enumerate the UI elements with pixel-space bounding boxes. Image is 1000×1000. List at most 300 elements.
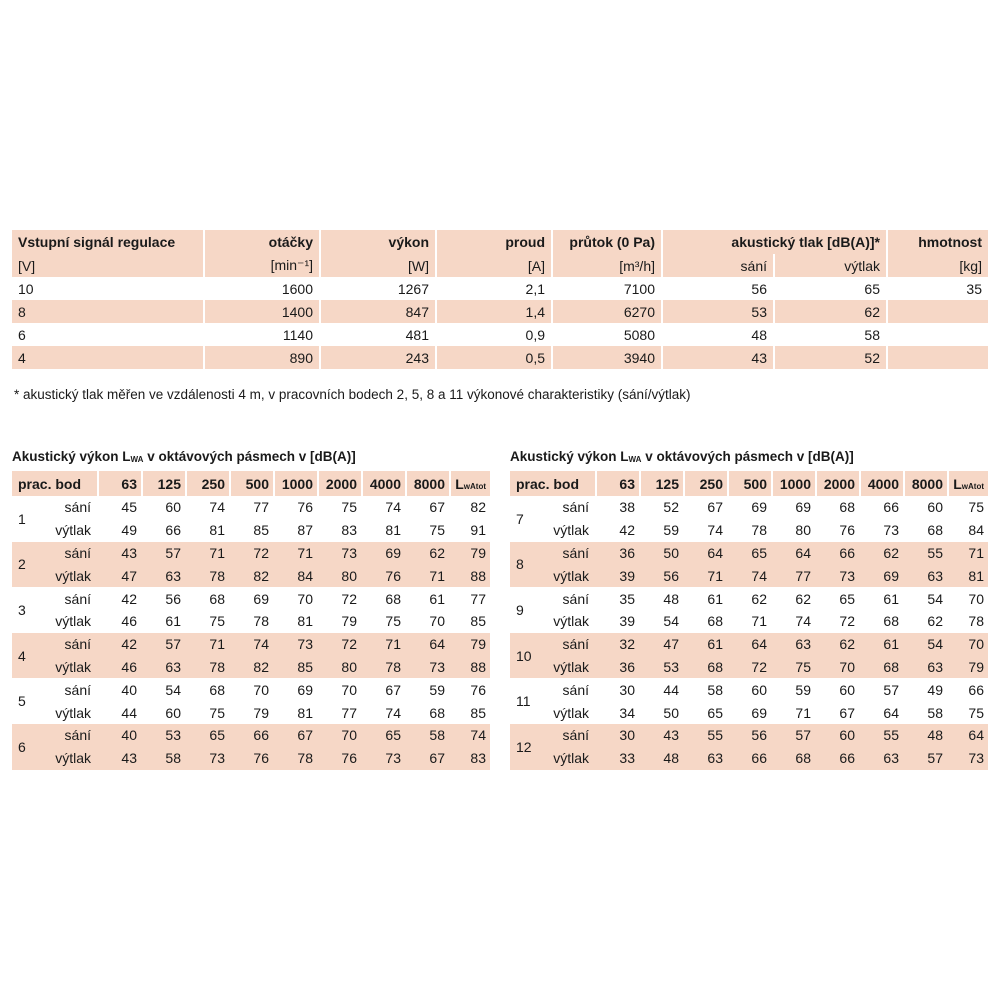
sound-value: 64	[429, 636, 445, 653]
cell-signal: 8	[12, 300, 205, 323]
work-point-number: 3	[18, 601, 26, 618]
sound-value: 32	[619, 636, 635, 653]
sound-value: 73	[883, 522, 899, 539]
sound-value: 64	[795, 544, 811, 561]
label-intake: sání	[64, 544, 91, 561]
sound-value: 55	[707, 727, 723, 744]
sound-value: 74	[751, 567, 767, 584]
table-row	[12, 300, 988, 323]
sound-value: 82	[470, 499, 486, 516]
sound-value: 84	[297, 567, 313, 584]
cell-otacky: 1600	[205, 277, 321, 300]
sound-value: 75	[795, 658, 811, 675]
sound-value: 40	[121, 727, 137, 744]
acoustic-row	[12, 724, 490, 747]
sound-value: 73	[385, 750, 401, 767]
sound-value: 43	[121, 750, 137, 767]
cell-vytlak: 62	[775, 300, 888, 323]
sound-value: 74	[209, 499, 225, 516]
sound-value: 63	[707, 750, 723, 767]
sound-value: 47	[663, 636, 679, 653]
sound-value: 65	[839, 590, 855, 607]
cell-sani: 56	[663, 277, 775, 300]
work-point-number: 10	[516, 647, 532, 664]
sound-value: 77	[795, 567, 811, 584]
acoustic-row	[12, 656, 490, 679]
cell-hmotnost	[888, 346, 988, 369]
sound-value: 55	[927, 544, 943, 561]
label-intake: sání	[562, 681, 589, 698]
sound-value: 54	[663, 613, 679, 630]
sound-value: 50	[663, 544, 679, 561]
sound-value: 47	[121, 567, 137, 584]
sound-value: 73	[429, 658, 445, 675]
sound-value: 72	[341, 636, 357, 653]
sound-value: 66	[751, 750, 767, 767]
sound-value: 68	[385, 590, 401, 607]
sound-value: 75	[968, 499, 984, 516]
label-intake: sání	[64, 499, 91, 516]
sound-value: 56	[165, 590, 181, 607]
table-row	[12, 346, 988, 369]
acoustic-row	[510, 587, 988, 610]
acoustic-table-left	[12, 471, 490, 770]
sound-value: 78	[751, 522, 767, 539]
sound-value: 67	[707, 499, 723, 516]
sound-value: 70	[253, 681, 269, 698]
sound-value: 57	[795, 727, 811, 744]
sound-value: 85	[297, 658, 313, 675]
label-intake: sání	[64, 727, 91, 744]
sound-value: 44	[663, 681, 679, 698]
unit-intake: sání	[663, 254, 775, 277]
acoustic-row	[12, 496, 490, 519]
sound-value: 42	[121, 590, 137, 607]
sound-value: 70	[968, 590, 984, 607]
sound-value: 48	[927, 727, 943, 744]
sound-value: 70	[429, 613, 445, 630]
header-speed: otáčky	[205, 230, 321, 254]
sound-value: 54	[165, 681, 181, 698]
sound-value: 59	[429, 681, 445, 698]
label-intake: sání	[562, 590, 589, 607]
work-point-number: 11	[516, 693, 531, 710]
sound-value: 48	[663, 750, 679, 767]
acoustic-row	[510, 542, 988, 565]
sound-value: 79	[253, 704, 269, 721]
cell-hmotnost: 35	[966, 280, 982, 297]
sound-value: 81	[297, 704, 313, 721]
header-band: 1000	[771, 471, 815, 496]
label-intake: sání	[64, 636, 91, 653]
table-row	[12, 323, 988, 346]
sound-value: 61	[165, 613, 181, 630]
sound-value: 68	[429, 704, 445, 721]
sound-value: 65	[751, 544, 767, 561]
cell-otacky: 1400	[205, 300, 321, 323]
sound-value: 76	[297, 499, 313, 516]
sound-value: 60	[165, 499, 181, 516]
sound-value: 71	[385, 636, 401, 653]
sound-value: 35	[619, 590, 635, 607]
header-band: 4000	[361, 471, 405, 496]
work-point-number: 12	[516, 738, 532, 755]
cell-vykon: 1267	[321, 277, 437, 300]
label-exhaust: výtlak	[55, 658, 91, 675]
acoustic-row	[510, 496, 988, 519]
sound-value: 78	[209, 658, 225, 675]
sound-value: 54	[927, 636, 943, 653]
sound-value: 71	[968, 544, 984, 561]
cell-sani: 48	[663, 323, 775, 346]
acoustic-header-row	[12, 471, 490, 496]
sound-value: 69	[297, 681, 313, 698]
sound-value: 49	[121, 522, 137, 539]
cell-vykon: 243	[321, 346, 437, 369]
sound-value: 66	[165, 522, 181, 539]
acoustic-row	[12, 564, 490, 587]
sound-value: 78	[209, 567, 225, 584]
sound-value: 73	[839, 567, 855, 584]
unit-flow: [m³/h]	[553, 254, 663, 277]
label-intake: sání	[562, 499, 589, 516]
header-total: LwAtot	[449, 471, 490, 496]
sound-value: 58	[429, 727, 445, 744]
sound-value: 36	[619, 544, 635, 561]
sound-value: 75	[429, 522, 445, 539]
header-band: 2000	[815, 471, 859, 496]
sound-value: 62	[839, 636, 855, 653]
sound-value: 38	[619, 499, 635, 516]
header-sound-pressure: akustický tlak [dB(A)]*	[663, 230, 888, 254]
unit-speed: [min⁻¹]	[205, 254, 321, 277]
sound-value: 75	[209, 613, 225, 630]
sound-value: 63	[883, 750, 899, 767]
sound-value: 59	[663, 522, 679, 539]
sound-value: 73	[968, 750, 984, 767]
sound-value: 66	[839, 750, 855, 767]
header-current: proud	[437, 230, 553, 254]
sound-value: 49	[927, 681, 943, 698]
sound-value: 52	[663, 499, 679, 516]
cell-proud: 1,4	[437, 300, 553, 323]
sound-value: 42	[121, 636, 137, 653]
cell-otacky: 890	[205, 346, 321, 369]
sound-value: 43	[121, 544, 137, 561]
sound-value: 66	[253, 727, 269, 744]
sound-value: 71	[707, 567, 723, 584]
header-band: 500	[727, 471, 771, 496]
sound-value: 53	[663, 658, 679, 675]
header-band: 8000	[903, 471, 947, 496]
sound-value: 57	[165, 544, 181, 561]
sound-value: 55	[883, 727, 899, 744]
sound-value: 69	[385, 544, 401, 561]
header-band: 125	[639, 471, 683, 496]
label-exhaust: výtlak	[55, 613, 91, 630]
sound-value: 77	[341, 704, 357, 721]
acoustic-table-right	[510, 471, 988, 770]
sound-value: 39	[619, 613, 635, 630]
sound-value: 85	[470, 613, 486, 630]
acoustic-row	[12, 701, 490, 724]
unit-weight: [kg]	[959, 257, 982, 274]
work-point-number: 7	[516, 510, 524, 527]
sound-value: 61	[707, 590, 723, 607]
sound-value: 76	[253, 750, 269, 767]
sound-value: 88	[470, 658, 486, 675]
sound-value: 66	[968, 681, 984, 698]
acoustic-row	[12, 633, 490, 656]
sound-value: 30	[619, 681, 635, 698]
cell-proud: 0,5	[437, 346, 553, 369]
sound-value: 59	[795, 681, 811, 698]
acoustic-title-left: Akustický výkon LWA v oktávových pásmech v [dB(A)]	[12, 449, 356, 464]
header-band: 8000	[405, 471, 449, 496]
sound-value: 36	[619, 658, 635, 675]
sound-value: 60	[927, 499, 943, 516]
cell-vykon: 847	[321, 300, 437, 323]
sound-value: 60	[839, 681, 855, 698]
sound-value: 56	[663, 567, 679, 584]
sound-value: 60	[165, 704, 181, 721]
acoustic-row	[510, 701, 988, 724]
header-band: 4000	[859, 471, 903, 496]
cell-signal: 4	[12, 346, 205, 369]
sound-value: 70	[341, 727, 357, 744]
sound-value: 75	[209, 704, 225, 721]
sound-value: 74	[253, 636, 269, 653]
header-band: 2000	[317, 471, 361, 496]
sound-value: 68	[209, 590, 225, 607]
sound-value: 68	[795, 750, 811, 767]
label-intake: sání	[64, 681, 91, 698]
sound-value: 74	[795, 613, 811, 630]
sound-value: 60	[839, 727, 855, 744]
work-point-number: 6	[18, 738, 26, 755]
header-band: 250	[683, 471, 727, 496]
sound-value: 73	[297, 636, 313, 653]
sound-value: 63	[795, 636, 811, 653]
sound-value: 71	[751, 613, 767, 630]
sound-value: 80	[341, 658, 357, 675]
header-band: 1000	[273, 471, 317, 496]
label-intake: sání	[562, 727, 589, 744]
acoustic-row	[510, 633, 988, 656]
unit-signal: [V]	[12, 254, 205, 277]
acoustic-row	[12, 542, 490, 565]
sound-value: 68	[707, 613, 723, 630]
acoustic-row	[12, 610, 490, 633]
acoustic-row	[12, 678, 490, 701]
cell-signal: 6	[12, 323, 205, 346]
sound-value: 34	[619, 704, 635, 721]
sound-value: 67	[839, 704, 855, 721]
sound-value: 70	[341, 681, 357, 698]
sound-value: 71	[209, 636, 225, 653]
sound-value: 50	[663, 704, 679, 721]
sound-value: 42	[619, 522, 635, 539]
work-point-number: 4	[18, 647, 26, 664]
header-signal: Vstupní signál regulace	[12, 230, 205, 254]
acoustic-row	[12, 519, 490, 542]
label-exhaust: výtlak	[553, 613, 589, 630]
sound-value: 46	[121, 658, 137, 675]
sound-value: 46	[121, 613, 137, 630]
sound-value: 66	[883, 499, 899, 516]
sound-value: 70	[968, 636, 984, 653]
header-weight: hmotnost	[918, 234, 982, 250]
sound-value: 71	[795, 704, 811, 721]
cell-prutok: 6270	[553, 300, 663, 323]
sound-value: 81	[968, 567, 984, 584]
work-point-number: 1	[18, 510, 26, 527]
sound-value: 79	[968, 658, 984, 675]
sound-value: 62	[927, 613, 943, 630]
sound-value: 75	[385, 613, 401, 630]
sound-value: 62	[795, 590, 811, 607]
sound-value: 72	[751, 658, 767, 675]
sound-value: 87	[297, 522, 313, 539]
sound-value: 78	[297, 750, 313, 767]
acoustic-title-right: Akustický výkon LWA v oktávových pásmech v [dB(A)]	[510, 449, 854, 464]
sound-value: 62	[429, 544, 445, 561]
header-band: 500	[229, 471, 273, 496]
sound-value: 83	[470, 750, 486, 767]
unit-power: [W]	[321, 254, 437, 277]
header-band: 63	[595, 471, 639, 496]
label-exhaust: výtlak	[553, 522, 589, 539]
header-band: 250	[185, 471, 229, 496]
label-exhaust: výtlak	[55, 704, 91, 721]
sound-value: 69	[795, 499, 811, 516]
sound-value: 58	[707, 681, 723, 698]
sound-value: 67	[297, 727, 313, 744]
sound-value: 45	[121, 499, 137, 516]
sound-value: 71	[297, 544, 313, 561]
header-flow: průtok (0 Pa)	[553, 230, 663, 254]
label-intake: sání	[64, 590, 91, 607]
sound-value: 62	[751, 590, 767, 607]
sound-value: 71	[209, 544, 225, 561]
sound-value: 74	[470, 727, 486, 744]
sound-value: 68	[839, 499, 855, 516]
sound-value: 73	[341, 544, 357, 561]
acoustic-row	[510, 747, 988, 770]
sound-value: 63	[927, 658, 943, 675]
cell-sani: 43	[663, 346, 775, 369]
sound-value: 69	[751, 704, 767, 721]
unit-current: [A]	[437, 254, 553, 277]
sound-value: 82	[253, 658, 269, 675]
label-exhaust: výtlak	[55, 522, 91, 539]
sound-value: 63	[165, 567, 181, 584]
acoustic-row	[510, 610, 988, 633]
sound-value: 79	[470, 636, 486, 653]
sound-value: 67	[429, 750, 445, 767]
sound-value: 58	[165, 750, 181, 767]
sound-value: 71	[429, 567, 445, 584]
sound-value: 75	[968, 704, 984, 721]
acoustic-row	[510, 656, 988, 679]
cell-hmotnost	[888, 323, 988, 346]
header-band: 125	[141, 471, 185, 496]
sound-value: 72	[839, 613, 855, 630]
sound-value: 57	[883, 681, 899, 698]
sound-value: 68	[883, 613, 899, 630]
header-total: LwAtot	[947, 471, 988, 496]
sound-value: 72	[253, 544, 269, 561]
work-point-number: 5	[18, 693, 26, 710]
fan-performance-table	[12, 230, 988, 369]
acoustic-row	[510, 678, 988, 701]
sound-value: 58	[927, 704, 943, 721]
footnote: * akustický tlak měřen ve vzdálenosti 4 m, v pracovních bodech 2, 5, 8 a 11 výkonové charakteristiky (sání/výtlak)	[14, 387, 691, 402]
sound-value: 91	[470, 522, 486, 539]
sound-value: 40	[121, 681, 137, 698]
acoustic-row	[12, 747, 490, 770]
sound-value: 68	[707, 658, 723, 675]
sound-value: 74	[385, 499, 401, 516]
sound-value: 64	[751, 636, 767, 653]
sound-value: 64	[707, 544, 723, 561]
sound-value: 74	[707, 522, 723, 539]
sound-value: 76	[341, 750, 357, 767]
sound-value: 73	[209, 750, 225, 767]
header-work-point: prac. bod	[516, 475, 580, 492]
sound-value: 70	[297, 590, 313, 607]
sound-value: 72	[341, 590, 357, 607]
sound-value: 53	[165, 727, 181, 744]
header-power: výkon	[321, 230, 437, 254]
work-point-number: 8	[516, 556, 524, 573]
sound-value: 68	[209, 681, 225, 698]
acoustic-header-row	[510, 471, 988, 496]
acoustic-row	[510, 519, 988, 542]
cell-signal: 10	[12, 277, 205, 300]
sound-value: 79	[341, 613, 357, 630]
sound-value: 85	[470, 704, 486, 721]
sound-value: 81	[209, 522, 225, 539]
sound-value: 60	[751, 681, 767, 698]
label-exhaust: výtlak	[55, 750, 91, 767]
label-exhaust: výtlak	[55, 567, 91, 584]
sound-value: 56	[751, 727, 767, 744]
sound-value: 65	[209, 727, 225, 744]
sound-value: 68	[883, 658, 899, 675]
acoustic-row	[12, 587, 490, 610]
sound-value: 69	[751, 499, 767, 516]
sound-value: 82	[253, 567, 269, 584]
cell-prutok: 7100	[553, 277, 663, 300]
sound-value: 62	[883, 544, 899, 561]
sound-value: 78	[385, 658, 401, 675]
sound-value: 81	[297, 613, 313, 630]
cell-vytlak: 58	[775, 323, 888, 346]
label-exhaust: výtlak	[553, 750, 589, 767]
sound-value: 57	[927, 750, 943, 767]
label-intake: sání	[562, 544, 589, 561]
sound-value: 61	[429, 590, 445, 607]
sound-value: 79	[470, 544, 486, 561]
label-exhaust: výtlak	[553, 658, 589, 675]
cell-hmotnost	[888, 300, 988, 323]
sound-value: 57	[165, 636, 181, 653]
sound-value: 54	[927, 590, 943, 607]
sound-value: 88	[470, 567, 486, 584]
sound-value: 66	[839, 544, 855, 561]
cell-vykon: 481	[321, 323, 437, 346]
